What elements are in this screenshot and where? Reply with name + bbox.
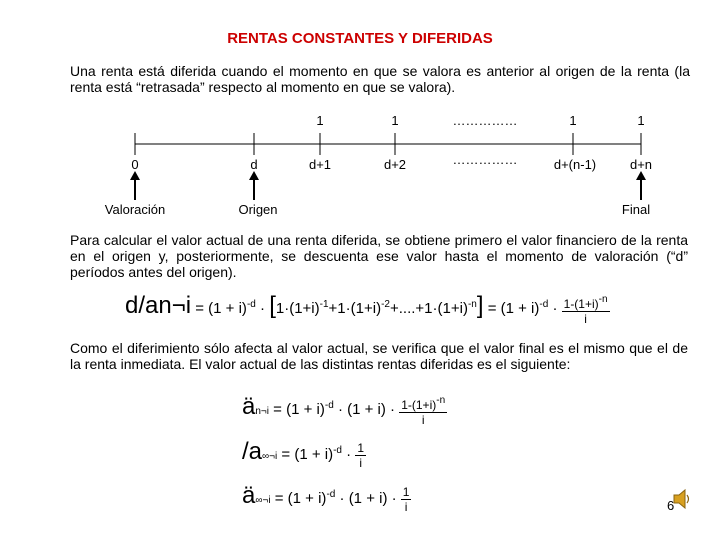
main-formula: d/an¬i = $(1 + i)^{-d} \cdot [1\cdot(1+i)^{-1}+1\cdot(1+i)^{-2}+....+1\cdot(1+i)^{-n}] = (1 + i)^{-d}$ · $\frac{1-(1+i)^{-n}}{i}$ [125, 292, 608, 326]
period-ellipsis: …………… [452, 152, 518, 167]
formula-perpetual-a: /a∞¬i = $(1 + i)^{-d}$ · $\frac{1}{i}$ [242, 438, 365, 470]
period-dn: d+n [629, 157, 653, 172]
formula-lhs: d/an¬i [125, 292, 192, 319]
label-valoracion: Valoración [104, 202, 166, 217]
formula-perpetual-dotted-a: ä∞¬i = $(1 + i)^{-d} \cdot (1 + i)$ · $\frac{1}{i}$ [242, 482, 410, 514]
label-final: Final [621, 202, 651, 217]
payment-2: 1 [391, 113, 399, 128]
period-0: 0 [131, 157, 139, 172]
calculo-paragraph: Para calcular el valor actual de una renta diferida, se obtiene primero el valor financiero de la renta en el origen y, posteriormente, se descuenta ese valor hasta el momento de valoración (“d” períodos antes del origen). [70, 232, 688, 280]
page-title: RENTAS CONSTANTES Y DIFERIDAS [227, 30, 493, 47]
payment-n: 1 [637, 113, 645, 128]
diferimiento-paragraph: Como el diferimiento sólo afecta al valor actual, se verifica que el valor final es el mismo que el de la renta inmediata. El valor actual de las distintas rentas diferidas es el siguiente: [70, 340, 688, 372]
formula-dotted-a: än¬i = $(1 + i)^{-d} \cdot (1 + i)$ · $\frac{1-(1+i)^{-n}}{i}$ [242, 393, 446, 427]
intro-paragraph: Una renta está diferida cuando el momento en que se valora es anterior al origen de la renta (la renta está “retrasada” respecto al momento en que se valora). [70, 63, 690, 95]
period-d2: d+2 [383, 157, 407, 172]
payment-ellipsis: …………… [452, 113, 518, 128]
period-d: d [250, 157, 258, 172]
page-number: 6 [667, 498, 675, 513]
period-dn1: d+(n-1) [553, 157, 597, 172]
payment-n1: 1 [569, 113, 577, 128]
payment-1: 1 [316, 113, 324, 128]
period-d1: d+1 [308, 157, 332, 172]
label-origen: Origen [238, 202, 278, 217]
speaker-icon[interactable] [672, 488, 692, 510]
